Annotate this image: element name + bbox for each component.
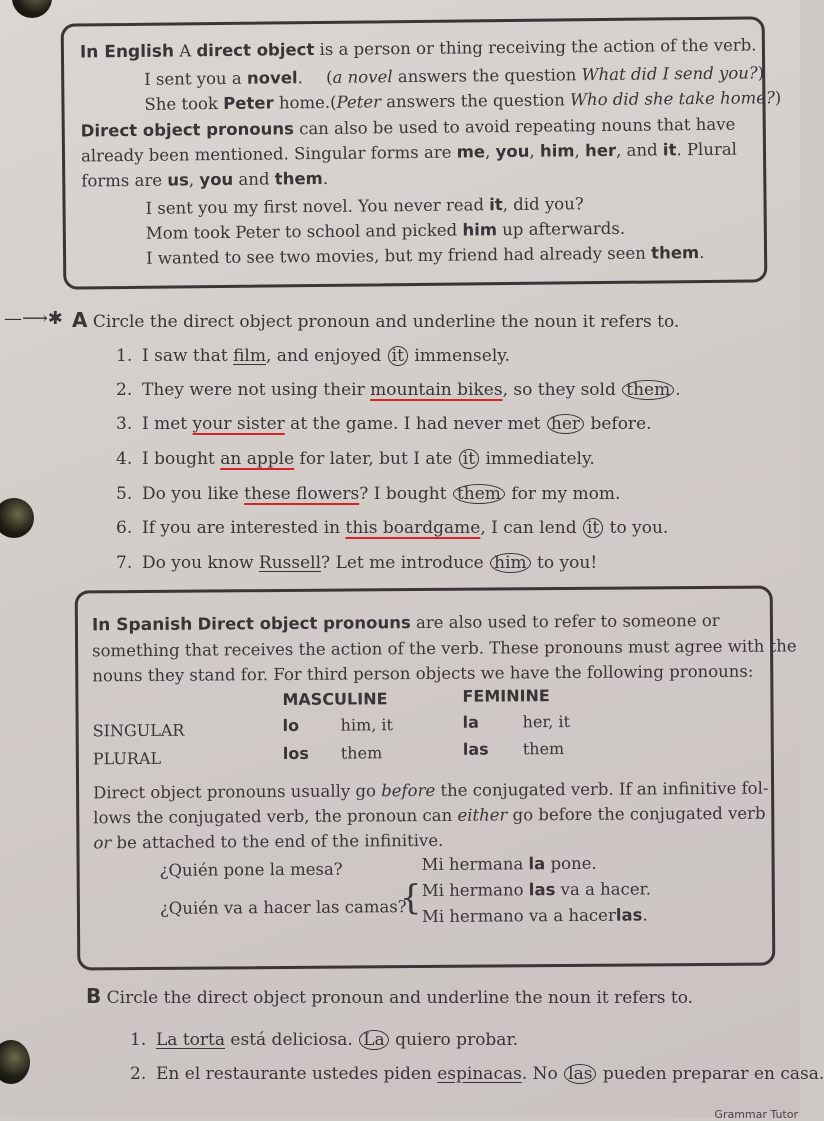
circled-pronoun: them xyxy=(622,380,674,400)
section-b-instruction: B Circle the direct object pronoun and underline the noun it refers to. xyxy=(86,984,694,1008)
binder-hole-top xyxy=(12,0,52,18)
placement-rule-1: Direct object pronouns usually go before the conjugated verb. If an infinitive fol- xyxy=(93,778,769,803)
english-example-5: I wanted to see two movies, but my friend had already seen them. xyxy=(145,242,705,268)
section-b-letter: B xyxy=(86,984,102,1008)
circled-pronoun: La xyxy=(359,1030,388,1050)
pronoun-los-gloss: them xyxy=(340,743,383,763)
english-example-1: I sent you a novel. (a novel answers the question What did I send you?) xyxy=(144,63,765,89)
underlined-noun: espinacas xyxy=(437,1064,522,1084)
dop-explanation-3: forms are us, you and them. xyxy=(81,168,329,191)
item-text: to you. xyxy=(604,518,669,538)
item-number: 3. xyxy=(116,414,133,434)
section-a-item xyxy=(116,449,595,469)
section-a-item xyxy=(116,414,652,434)
item-text: They were not using their xyxy=(142,380,371,400)
circled-pronoun: him xyxy=(490,553,531,573)
answer-brace: { xyxy=(399,878,422,919)
item-text: for later, but I ate xyxy=(294,449,458,469)
row-singular-label: SINGULAR xyxy=(92,720,185,741)
section-a-letter: A xyxy=(72,308,88,332)
item-text: at the game. I had never met xyxy=(284,414,546,434)
english-example-2: She took Peter home.(Peter answers the question Who did she take home?) xyxy=(144,88,782,114)
circled-pronoun: them xyxy=(453,484,505,504)
row-plural-label: PLURAL xyxy=(92,748,162,769)
pronoun-lo-gloss: him, it xyxy=(340,715,394,735)
footer-book-title: Grammar Tutor xyxy=(714,1108,798,1121)
item-text: for my mom. xyxy=(505,484,621,504)
circled-pronoun: it xyxy=(583,518,603,538)
col-feminine-header: FEMININE xyxy=(462,686,550,706)
spanish-answer-2: Mi hermano las va a hacer. xyxy=(421,879,651,901)
spanish-intro-2: something that receives the action of the verb. These pronouns must agree with the xyxy=(92,636,797,661)
item-number: 2. xyxy=(116,380,133,400)
item-text: Do you know xyxy=(142,553,259,573)
underlined-noun: an apple xyxy=(220,449,295,469)
spanish-intro-3: nouns they stand for. For third person objects we have the following pronouns: xyxy=(92,661,754,686)
dop-explanation-1: Direct object pronouns can also be used to avoid repeating nouns that have xyxy=(80,114,736,141)
item-number: 6. xyxy=(116,518,133,538)
item-number: 1. xyxy=(116,346,133,366)
pronoun-la-gloss: her, it xyxy=(522,711,571,732)
english-intro-line: In English A direct object is a person or thing receiving the action of the verb. xyxy=(79,35,757,63)
spanish-answer-3: Mi hermano va a hacerlas. xyxy=(421,905,648,927)
pronoun-lo: lo xyxy=(282,715,300,735)
placement-rule-2: lows the conjugated verb, the pronoun can either go before the conjugated verb xyxy=(93,803,766,828)
col-masculine-header: MASCULINE xyxy=(282,689,388,709)
placement-rule-3: or be attached to the end of the infinitive. xyxy=(93,830,444,853)
dop-explanation-2: already been mentioned. Singular forms are me, you, him, her, and it. Plural xyxy=(80,139,737,166)
item-text: ? Let me introduce xyxy=(321,553,490,573)
binder-hole-middle xyxy=(0,498,34,538)
underlined-noun: La torta xyxy=(156,1030,225,1050)
item-text: immediately. xyxy=(480,449,595,469)
underlined-noun: Russell xyxy=(258,553,322,573)
item-number: 7. xyxy=(116,553,133,573)
underlined-noun: these flowers xyxy=(244,484,360,504)
underlined-noun: film xyxy=(233,346,266,366)
circled-pronoun: las xyxy=(564,1064,596,1084)
spanish-question-1: ¿Quién pone la mesa? xyxy=(159,859,343,880)
item-text: ? I bought xyxy=(359,484,452,504)
section-a-item xyxy=(116,553,597,573)
item-text: before. xyxy=(585,414,652,434)
section-b-item-1: 1. La torta está deliciosa. La quiero probar. xyxy=(130,1030,519,1050)
item-text: I met xyxy=(142,414,193,434)
item-text: , I can lend xyxy=(480,518,582,538)
english-info-box xyxy=(61,16,782,289)
section-a-item xyxy=(116,346,510,366)
spanish-heading: In Spanish xyxy=(91,614,193,636)
item-text: immensely. xyxy=(408,346,510,366)
item-number: 4. xyxy=(116,449,133,469)
spanish-question-2: ¿Quién va a hacer las camas? xyxy=(159,897,407,918)
item-text: Do you like xyxy=(142,484,245,504)
pen-arrow-mark: —⟶✱ xyxy=(4,308,63,329)
section-b-item-2: 2. En el restaurante ustedes piden espinacas. No las pueden preparar en casa. xyxy=(130,1064,824,1084)
section-a-instruction: A Circle the direct object pronoun and underline the noun it refers to. xyxy=(72,308,680,332)
circled-pronoun: her xyxy=(547,414,584,434)
item-text: to you! xyxy=(531,553,598,573)
section-a-item xyxy=(116,518,668,538)
item-text: I bought xyxy=(142,449,221,469)
item-text: , so they sold xyxy=(502,380,622,400)
circled-pronoun: it xyxy=(459,449,479,469)
underlined-noun: mountain bikes xyxy=(370,380,503,400)
section-a-item xyxy=(116,484,620,504)
pronoun-las-gloss: them xyxy=(522,739,565,759)
pronoun-los: los xyxy=(282,743,309,763)
direct-object-term: direct object xyxy=(196,40,315,61)
binder-hole-bottom xyxy=(0,1040,30,1084)
english-example-3: I sent you my first novel. You never read it, did you? xyxy=(145,194,584,218)
underlined-noun: your sister xyxy=(192,414,285,434)
english-example-4: Mom took Peter to school and picked him up afterwards. xyxy=(145,218,626,243)
item-text: If you are interested in xyxy=(142,518,346,538)
item-text: I saw that xyxy=(142,346,234,366)
underlined-noun: this boardgame xyxy=(345,518,481,538)
item-text: , and enjoyed xyxy=(266,346,387,366)
item-text: . xyxy=(675,380,681,400)
spanish-info-box xyxy=(75,586,797,971)
english-heading: In English xyxy=(79,41,175,63)
spanish-intro-1: In Spanish Direct object pronouns are also used to refer to someone or xyxy=(91,610,720,636)
pronoun-las: las xyxy=(462,739,489,759)
pronoun-la: la xyxy=(462,712,479,732)
section-a-item xyxy=(116,380,681,400)
spanish-answer-1: Mi hermana la pone. xyxy=(421,853,597,875)
item-number: 5. xyxy=(116,484,133,504)
circled-pronoun: it xyxy=(388,346,408,366)
